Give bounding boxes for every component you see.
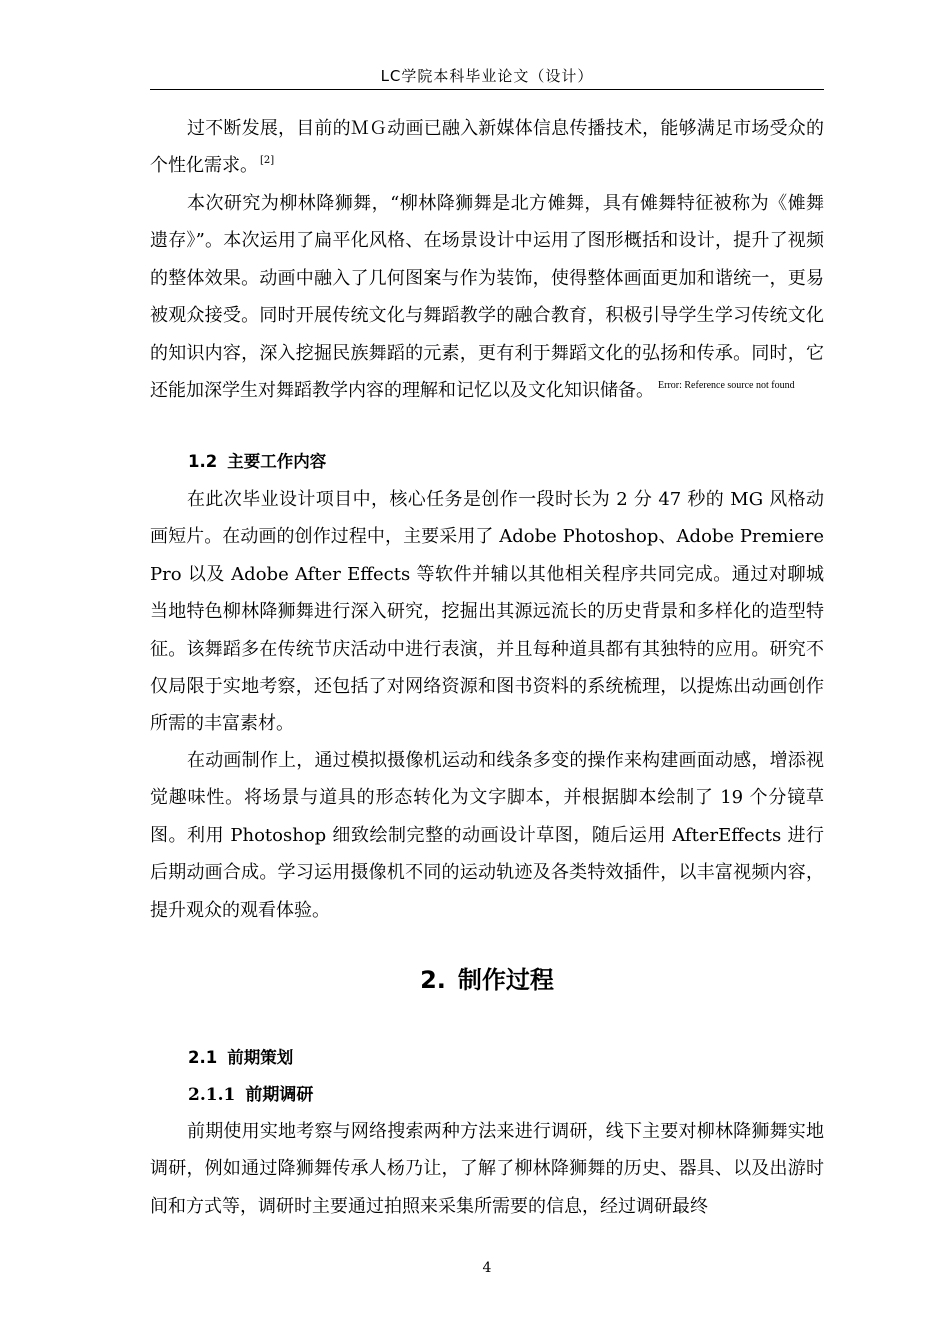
subsection-heading-2-1-1 xyxy=(188,1083,313,1107)
paragraph-text: 过不断发展，目前的ＭＧ动画已融入新媒体信息传播技术，能够满足市场受众的个性化需求。 xyxy=(150,118,824,177)
chapter-title: 制作过程 xyxy=(457,966,554,994)
paragraph-research xyxy=(150,185,824,409)
body-paragraph xyxy=(150,185,824,409)
body-paragraph xyxy=(150,1113,824,1225)
paragraph-continued xyxy=(150,110,824,185)
subsection-title: 前期调研 xyxy=(245,1085,314,1105)
section-number: 2.1 xyxy=(188,1048,218,1067)
section-heading-2-1 xyxy=(188,1046,293,1070)
paragraph-research-methods xyxy=(150,1113,824,1225)
citation-ref: [2] xyxy=(260,155,275,167)
body-paragraph xyxy=(150,742,824,929)
body-paragraph xyxy=(150,481,824,743)
paragraph-text: 前期使用实地考察与网络搜索两种方法来进行调研，线下主要对柳林降狮舞实地调研，例如通过降狮舞传承人杨乃让，了解了柳林降狮舞的历史、器具、以及出游时间和方式等，调研时主要通过拍照来采集所需要的信息，经过调研最终 xyxy=(150,1121,824,1217)
section-title: 主要工作内容 xyxy=(227,452,327,471)
reference-error: Error: Reference source not found xyxy=(658,380,795,392)
section-number: 1.2 xyxy=(188,452,218,471)
running-header: LC学院本科毕业论文（设计） xyxy=(380,67,594,85)
chapter-heading-2 xyxy=(150,964,824,996)
paragraph-text: 本次研究为柳林降狮舞，“柳林降狮舞是北方傩舞，具有傩舞特征被称为《傩舞遗存》”。本次运用了扁平化风格、在场景设计中运用了图形概括和设计，提升了视频的整体效果。动画中融入了几何图案与作为装饰，使得整体画面更加和谐统一，更易被观众接受。同时开展传统文化与舞蹈教学的融合教育，积极引导学生学习传统文化的知识内容，深入挖掘民族舞蹈的元素，更有利于舞蹈文化的弘扬和传承。同时，它还能加深学生对舞蹈教学内容的理解和记忆以及文化知识储备。 xyxy=(150,193,824,402)
header-rule xyxy=(150,89,824,90)
paragraph-main-work xyxy=(150,481,824,743)
body-paragraph xyxy=(150,110,824,185)
paragraph-animation xyxy=(150,742,824,929)
chapter-number: 2. xyxy=(420,966,446,994)
paragraph-text: 在动画制作上，通过模拟摄像机运动和线条多变的操作来构建画面动感，增添视觉趣味性。将场景与道具的形态转化为文字脚本，并根据脚本绘制了 19 个分镜草图。利用 Photoshop 细致绘制完整的动画设计草图，随后运用 AfterEffects 进行后期动画合成。学习运用摄像机不同的运动轨迹及各类特效插件，以丰富视频内容，提升观众的观看体验。 xyxy=(150,750,824,921)
section-heading-1-2 xyxy=(188,450,326,474)
section-title: 前期策划 xyxy=(227,1048,294,1067)
subsection-number: 2.1.1 xyxy=(188,1085,236,1105)
paragraph-text: 在此次毕业设计项目中，核心任务是创作一段时长为 2 分 47 秒的 MG 风格动画短片。在动画的创作过程中，主要采用了 Adobe Photoshop、Adobe Premiere Pro 以及 Adobe After Effects 等软件并辅以其他相关程序共同完成。通过对聊城当地特色柳林降狮舞进行深入研究，挖掘出其源远流长的历史背景和多样化的造型特征。该舞蹈多在传统节庆活动中进行表演，并且每种道具都有其独特的应用。研究不仅局限于实地考察，还包括了对网络资源和图书资料的系统梳理，以提炼出动画创作所需的丰富素材。 xyxy=(150,489,824,735)
page-number: 4 xyxy=(482,1260,492,1276)
